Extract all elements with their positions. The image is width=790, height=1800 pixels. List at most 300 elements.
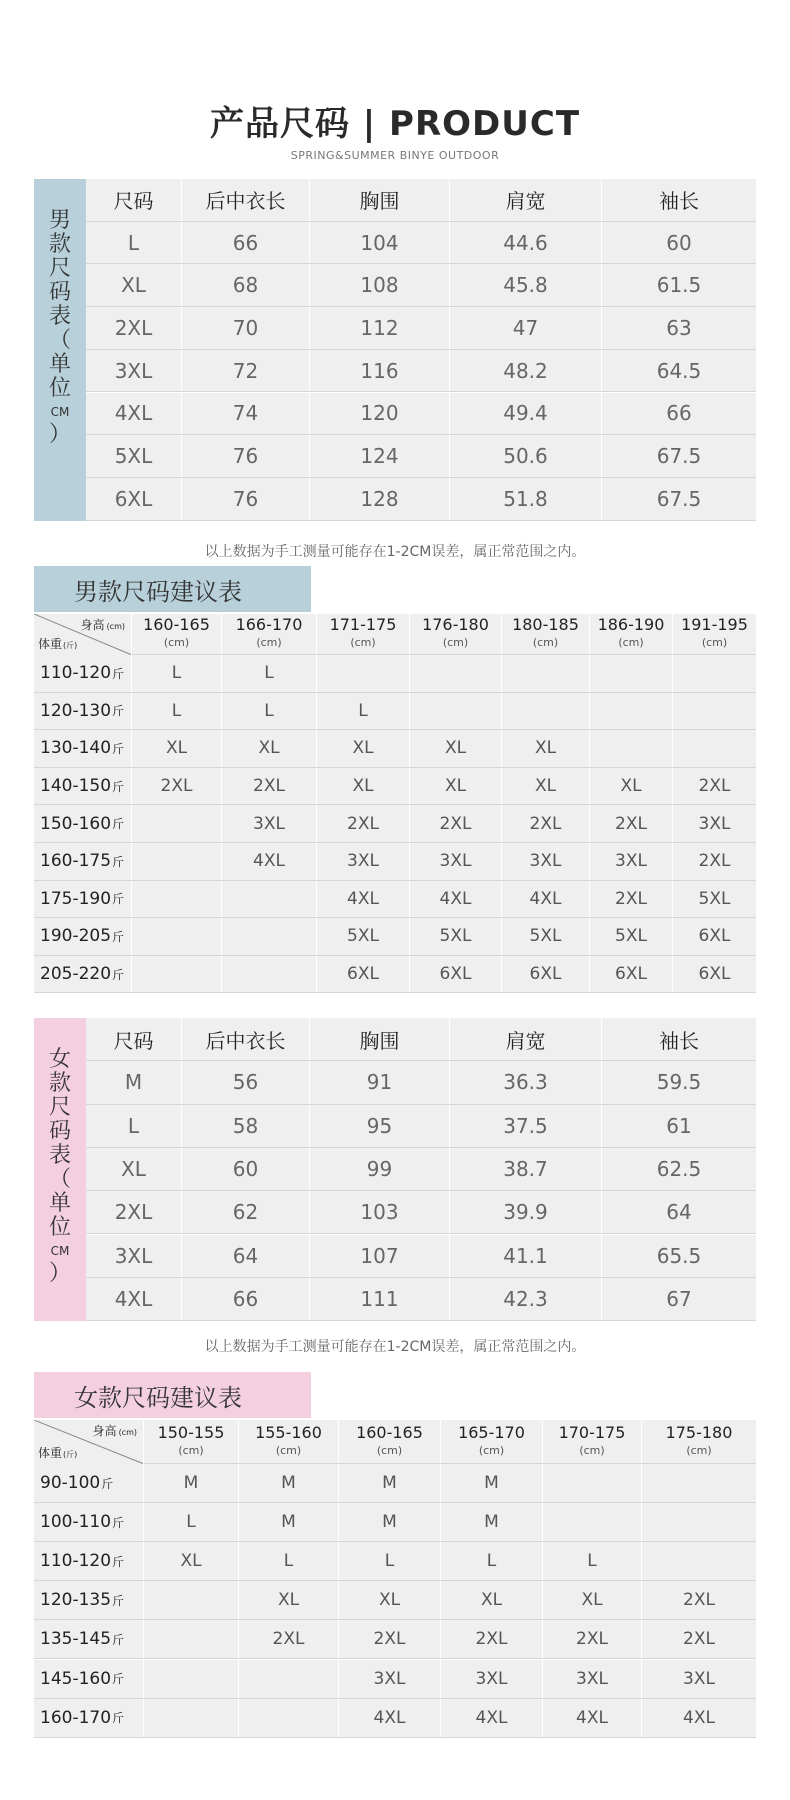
- male-rec-size-cell: [410, 693, 502, 730]
- male-rec-row: [34, 730, 756, 768]
- female-rec-corner-weight-text: 体重: [38, 1446, 63, 1460]
- male-rec-size-cell: XL: [132, 730, 222, 767]
- male-rec-weight-unit: 斤: [112, 817, 125, 832]
- male-rec-height-header: [317, 614, 410, 654]
- female-measure-note: 以上数据为手工测量可能存在1-2CM误差，属正常范围之内。: [204, 1339, 586, 1355]
- male-size-cell: 49.4: [450, 393, 602, 435]
- male-size-cell: 67.5: [656, 444, 702, 469]
- male-rec-weight-unit: 斤: [112, 704, 125, 719]
- female-rec-size-cell: [642, 1464, 756, 1502]
- female-size-cell: 4XL: [86, 1278, 182, 1320]
- male-rec-size-cell: 5XL: [502, 918, 590, 955]
- male-rec-size-cell: 6XL: [502, 956, 590, 993]
- female-size-table: [34, 1018, 756, 1321]
- female-rec-size-cell: L: [441, 1542, 543, 1580]
- female-size-cell: 36.3: [450, 1061, 602, 1103]
- male-rec-size-cell: [590, 730, 673, 767]
- male-size-side-char: 款: [48, 232, 71, 257]
- male-size-side-char: 表: [48, 304, 71, 329]
- female-rec-height-header: [543, 1420, 642, 1463]
- female-rec-size-cell: [144, 1620, 239, 1658]
- male-rec-weight-unit: 斤: [112, 967, 125, 982]
- female-rec-size-cell: XL: [144, 1542, 239, 1580]
- male-rec-size-cell: [673, 655, 756, 692]
- female-rec-size-cell: 4XL: [683, 1707, 715, 1728]
- female-rec-corner-weight: [38, 1444, 77, 1461]
- male-size-side-char: CM: [50, 405, 70, 419]
- male-rec-height-unit: (cm): [256, 636, 282, 649]
- male-rec-size-cell: 6XL: [410, 956, 502, 993]
- male-size-header-cell: 肩宽: [450, 179, 602, 221]
- male-rec-size-cell: XL: [590, 768, 673, 805]
- male-rec-size-cell: XL: [317, 768, 410, 805]
- male-rec-size-cell: 2XL: [132, 768, 222, 805]
- male-rec-row: [34, 768, 756, 806]
- female-rec-size-cell: [144, 1699, 239, 1737]
- male-rec-size-cell: 4XL: [317, 881, 410, 918]
- male-rec-size-cell: [222, 918, 317, 955]
- female-rec-height-unit: (cm): [275, 1443, 302, 1457]
- male-rec-size-cell: 6XL: [317, 956, 410, 993]
- male-rec-size-cell: [317, 655, 410, 692]
- female-rec-weight-cell: [34, 1503, 144, 1541]
- male-rec-row: [34, 655, 756, 693]
- female-rec-size-cell: 3XL: [441, 1660, 543, 1698]
- male-rec-weight-unit: 斤: [112, 779, 125, 794]
- male-rec-weight-range: 175-190: [40, 888, 112, 909]
- male-rec-weight-cell: [34, 730, 132, 767]
- male-rec-weight-unit: 斤: [112, 892, 125, 907]
- male-size-header-cell: 尺码: [86, 179, 182, 221]
- male-rec-size-cell: 3XL: [698, 813, 731, 834]
- male-rec-weight-cell: [34, 693, 132, 730]
- female-size-cell: 60: [182, 1148, 310, 1190]
- female-size-header-cell: 肩宽: [450, 1018, 602, 1060]
- female-size-cell: 38.7: [450, 1148, 602, 1190]
- female-rec-size-cell: M: [239, 1464, 339, 1502]
- female-rec-row: [34, 1620, 756, 1659]
- male-rec-weight-range: 120-130: [40, 700, 112, 721]
- male-size-cell: 66: [666, 401, 692, 426]
- female-rec-size-cell: 3XL: [683, 1668, 715, 1689]
- female-rec-corner-cell: [34, 1420, 144, 1464]
- female-size-side-char: ）: [48, 1261, 71, 1286]
- male-size-cell: 112: [310, 307, 450, 349]
- female-rec-row: [34, 1581, 756, 1620]
- male-rec-corner-cell: [34, 614, 132, 655]
- male-size-cell: 68: [182, 264, 310, 306]
- male-size-cell: 72: [182, 350, 310, 392]
- male-rec-size-cell: [132, 843, 222, 880]
- male-rec-row: [34, 881, 756, 919]
- male-size-cell: 108: [310, 264, 450, 306]
- male-rec-height-unit: (cm): [350, 636, 376, 649]
- female-rec-weight-range: 135-145: [40, 1629, 112, 1650]
- female-rec-weight-cell: [34, 1699, 144, 1737]
- male-rec-size-cell: 2XL: [222, 768, 317, 805]
- female-size-cell: 37.5: [450, 1105, 602, 1147]
- male-size-table: [34, 179, 756, 521]
- female-size-row: [86, 1105, 756, 1148]
- female-rec-size-cell: L: [543, 1542, 642, 1580]
- male-rec-size-cell: 4XL: [222, 843, 317, 880]
- female-size-cell: 65.5: [656, 1243, 702, 1268]
- male-size-row: [86, 478, 756, 521]
- female-rec-weight-cell: [34, 1464, 144, 1502]
- female-rec-weight-range: 110-120: [40, 1551, 112, 1572]
- male-rec-size-cell: [222, 956, 317, 993]
- female-rec-size-cell: 3XL: [543, 1660, 642, 1698]
- male-size-cell: XL: [86, 264, 182, 306]
- male-size-cell: 70: [182, 307, 310, 349]
- male-rec-size-cell: [222, 881, 317, 918]
- female-size-grid: [86, 1018, 756, 1321]
- female-size-side-char: 单: [48, 1191, 71, 1216]
- female-rec-size-cell: XL: [543, 1581, 642, 1619]
- male-size-cell: 64.5: [656, 358, 702, 383]
- female-rec-size-cell: 2XL: [441, 1620, 543, 1658]
- male-size-cell: 44.6: [450, 222, 602, 264]
- female-rec-height-unit: (cm): [478, 1443, 505, 1457]
- female-rec-corner-height: [93, 1422, 137, 1439]
- male-rec-size-cell: 3XL: [590, 843, 673, 880]
- male-size-side-char: 码: [48, 280, 71, 305]
- male-rec-size-cell: 2XL: [502, 805, 590, 842]
- male-rec-corner-weight: [38, 635, 77, 652]
- female-rec-weight-range: 90-100: [40, 1473, 101, 1494]
- male-rec-row: [34, 918, 756, 956]
- male-rec-size-cell: XL: [317, 730, 410, 767]
- page-subtitle: SPRING&SUMMER BINYE OUTDOOR: [290, 149, 500, 162]
- male-rec-height-header: [132, 614, 222, 654]
- male-size-cell: 61.5: [656, 273, 702, 298]
- female-size-cell: 41.1: [450, 1235, 602, 1277]
- male-rec-height-unit: (cm): [701, 636, 728, 649]
- male-rec-height-range: 180-185: [512, 615, 579, 634]
- female-rec-size-cell: [144, 1660, 239, 1698]
- female-size-side-char: 位: [48, 1215, 71, 1240]
- male-size-cell: 2XL: [86, 307, 182, 349]
- male-rec-size-cell: 3XL: [502, 843, 590, 880]
- male-rec-height-header: [590, 614, 673, 654]
- female-size-cell: 111: [310, 1278, 450, 1320]
- female-size-cell: 61: [666, 1113, 692, 1138]
- female-size-side-char: 表: [48, 1143, 71, 1168]
- male-size-row: [86, 350, 756, 393]
- male-size-cell: 3XL: [86, 350, 182, 392]
- male-rec-weight-range: 150-160: [40, 813, 112, 834]
- male-size-cell: L: [86, 222, 182, 264]
- female-rec-size-cell: XL: [239, 1581, 339, 1619]
- male-rec-size-cell: [132, 956, 222, 993]
- female-rec-height-header: [144, 1420, 239, 1463]
- male-size-cell: 63: [666, 315, 692, 340]
- male-rec-weight-cell: [34, 918, 132, 955]
- female-size-cell: 56: [182, 1061, 310, 1103]
- male-size-cell: 4XL: [86, 393, 182, 435]
- male-rec-size-cell: 2XL: [317, 805, 410, 842]
- male-rec-height-range: 191-195: [681, 615, 748, 634]
- female-rec-size-cell: 2XL: [543, 1620, 642, 1658]
- female-rec-height-header: [339, 1420, 441, 1463]
- male-size-side-char: 男: [48, 208, 71, 233]
- male-rec-size-cell: 6XL: [590, 956, 673, 993]
- male-rec-size-cell: [590, 655, 673, 692]
- male-rec-weight-range: 110-120: [40, 663, 112, 684]
- male-rec-weight-cell: [34, 768, 132, 805]
- male-rec-size-cell: 4XL: [502, 881, 590, 918]
- male-rec-weight-range: 190-205: [40, 926, 112, 947]
- male-rec-row: [34, 956, 756, 994]
- female-size-cell: 3XL: [86, 1235, 182, 1277]
- male-size-header-row: [86, 179, 756, 222]
- female-size-header-cell: 尺码: [86, 1018, 182, 1060]
- male-size-side-char: 单: [48, 352, 71, 377]
- female-size-cell: 2XL: [86, 1191, 182, 1233]
- male-rec-height-unit: (cm): [163, 636, 190, 649]
- female-size-cell: 39.9: [450, 1191, 602, 1233]
- male-rec-weight-cell: [34, 956, 132, 993]
- female-size-side-char: 款: [48, 1071, 71, 1096]
- male-rec-weight-range: 140-150: [40, 776, 112, 797]
- female-rec-height-header: [239, 1420, 339, 1463]
- female-size-cell: 107: [310, 1235, 450, 1277]
- female-rec-weight-cell: [34, 1660, 144, 1698]
- female-rec-height-unit: (cm): [178, 1443, 204, 1457]
- female-rec-height-unit: (cm): [376, 1443, 403, 1457]
- female-rec-size-cell: XL: [441, 1581, 543, 1619]
- male-rec-size-cell: 5XL: [698, 888, 731, 909]
- male-rec-size-cell: 2XL: [590, 881, 673, 918]
- male-rec-size-cell: 5XL: [317, 918, 410, 955]
- female-rec-height-header: [642, 1420, 756, 1463]
- male-rec-weight-range: 130-140: [40, 738, 112, 759]
- male-rec-size-cell: 3XL: [222, 805, 317, 842]
- female-rec-size-cell: M: [339, 1464, 441, 1502]
- female-rec-weight-cell: [34, 1581, 144, 1619]
- male-rec-size-cell: XL: [410, 730, 502, 767]
- female-size-cell: 59.5: [656, 1070, 702, 1095]
- female-recommend-title: 女款尺码建议表: [34, 1372, 311, 1418]
- male-size-cell: 124: [310, 435, 450, 477]
- male-rec-size-cell: [132, 918, 222, 955]
- female-size-side-label: [34, 1018, 86, 1321]
- female-rec-size-cell: M: [144, 1464, 239, 1502]
- female-rec-corner-height-text: 身高: [92, 1424, 117, 1438]
- female-rec-size-cell: 4XL: [543, 1699, 642, 1737]
- male-rec-size-cell: XL: [410, 768, 502, 805]
- male-rec-weight-cell: [34, 843, 132, 880]
- male-size-cell: 66: [182, 222, 310, 264]
- female-rec-weight-range: 145-160: [40, 1668, 112, 1689]
- female-rec-size-cell: M: [339, 1503, 441, 1541]
- female-rec-weight-unit: 斤: [101, 1476, 114, 1491]
- female-size-row: [86, 1148, 756, 1191]
- female-rec-height-range: 170-175: [558, 1422, 626, 1442]
- female-rec-height-unit: (cm): [579, 1443, 605, 1457]
- female-rec-size-cell: L: [339, 1542, 441, 1580]
- male-size-cell: 60: [666, 230, 692, 255]
- male-rec-weight-cell: [34, 881, 132, 918]
- male-rec-weight-unit: 斤: [112, 854, 125, 869]
- female-rec-weight-unit: 斤: [112, 1632, 125, 1647]
- female-rec-corner-weight-unit: (斤): [63, 1450, 78, 1459]
- male-side-chars: [34, 179, 86, 447]
- female-size-side-char: 码: [48, 1119, 71, 1144]
- male-rec-height-header: [673, 614, 756, 654]
- female-rec-weight-unit: 斤: [112, 1711, 125, 1726]
- male-rec-corner-height-unit: (cm): [106, 622, 125, 631]
- male-rec-header-row: [34, 614, 756, 655]
- female-rec-size-cell: [642, 1503, 756, 1541]
- female-size-cell: 64: [666, 1200, 692, 1225]
- female-size-side-char: 女: [48, 1047, 71, 1072]
- male-rec-weight-unit: 斤: [112, 741, 125, 756]
- male-rec-size-cell: L: [317, 693, 410, 730]
- male-size-cell: 67.5: [656, 486, 702, 511]
- female-rec-size-cell: 2XL: [683, 1629, 715, 1650]
- male-rec-height-unit: (cm): [618, 636, 644, 649]
- male-rec-size-cell: [502, 655, 590, 692]
- female-size-row: [86, 1191, 756, 1234]
- male-rec-size-cell: 6XL: [698, 964, 731, 985]
- male-rec-size-cell: 3XL: [410, 843, 502, 880]
- female-rec-size-cell: [642, 1542, 756, 1580]
- female-size-cell: L: [86, 1105, 182, 1147]
- female-rec-row: [34, 1503, 756, 1542]
- male-size-cell: 104: [310, 222, 450, 264]
- male-rec-size-cell: 3XL: [317, 843, 410, 880]
- male-size-side-char: （: [48, 328, 71, 353]
- female-rec-weight-unit: 斤: [112, 1593, 125, 1608]
- female-rec-size-cell: M: [239, 1503, 339, 1541]
- male-rec-size-cell: [502, 693, 590, 730]
- female-size-row: [86, 1235, 756, 1278]
- female-rec-row: [34, 1660, 756, 1699]
- male-rec-height-unit: (cm): [532, 636, 559, 649]
- male-rec-height-range: 186-190: [597, 615, 665, 634]
- male-rec-weight-range: 205-220: [40, 964, 112, 985]
- female-rec-size-cell: L: [144, 1503, 239, 1541]
- female-size-cell: 62.5: [656, 1157, 702, 1182]
- female-rec-weight-range: 120-135: [40, 1590, 112, 1611]
- male-rec-weight-range: 160-175: [40, 851, 112, 872]
- female-size-cell: XL: [86, 1148, 182, 1190]
- male-rec-size-cell: XL: [502, 768, 590, 805]
- female-rec-weight-unit: 斤: [112, 1672, 125, 1687]
- male-rec-height-range: 166-170: [235, 615, 303, 634]
- female-size-cell: 42.3: [450, 1278, 602, 1320]
- female-rec-size-cell: XL: [339, 1581, 441, 1619]
- female-rec-height-range: 165-170: [458, 1422, 525, 1442]
- female-recommend-table: [34, 1420, 756, 1738]
- female-rec-size-cell: 2XL: [683, 1590, 715, 1611]
- male-rec-corner-height-text: 身高: [80, 618, 105, 632]
- male-rec-corner-height: [81, 616, 125, 633]
- male-rec-size-cell: [132, 805, 222, 842]
- female-size-cell: 64: [182, 1235, 310, 1277]
- male-size-cell: 76: [182, 478, 310, 520]
- female-rec-row: [34, 1464, 756, 1503]
- male-rec-height-header: [222, 614, 317, 654]
- female-rec-corner-height-unit: (cm): [118, 1428, 137, 1437]
- female-size-cell: 103: [310, 1191, 450, 1233]
- male-rec-row: [34, 693, 756, 731]
- female-rec-size-cell: M: [441, 1464, 543, 1502]
- male-rec-size-cell: 6XL: [698, 926, 731, 947]
- female-rec-height-unit: (cm): [686, 1443, 712, 1457]
- male-size-cell: 120: [310, 393, 450, 435]
- female-size-side-char: CM: [50, 1244, 70, 1258]
- male-rec-weight-cell: [34, 655, 132, 692]
- male-size-cell: 50.6: [450, 435, 602, 477]
- male-rec-size-cell: L: [222, 655, 317, 692]
- female-rec-weight-range: 100-110: [40, 1512, 112, 1533]
- male-rec-size-cell: 2XL: [698, 776, 731, 797]
- male-rec-weight-unit: 斤: [112, 666, 125, 681]
- male-rec-corner-weight-text: 体重: [38, 637, 63, 651]
- male-rec-size-cell: [410, 655, 502, 692]
- female-rec-height-header: [441, 1420, 543, 1463]
- male-rec-height-range: 171-175: [329, 615, 397, 634]
- male-size-row: [86, 435, 756, 478]
- female-rec-size-cell: [543, 1464, 642, 1502]
- male-rec-size-cell: 2XL: [590, 805, 673, 842]
- male-size-cell: 45.8: [450, 264, 602, 306]
- female-rec-size-cell: 2XL: [239, 1620, 339, 1658]
- female-rec-height-range: 160-165: [356, 1422, 423, 1442]
- female-size-cell: 99: [310, 1148, 450, 1190]
- male-rec-size-cell: L: [132, 693, 222, 730]
- female-side-chars: [34, 1018, 86, 1286]
- female-rec-size-cell: 2XL: [339, 1620, 441, 1658]
- female-size-side-char: 尺: [48, 1095, 71, 1120]
- female-rec-size-cell: [239, 1699, 339, 1737]
- male-rec-size-cell: L: [132, 655, 222, 692]
- female-size-header-cell: 胸围: [310, 1018, 450, 1060]
- male-rec-size-cell: [132, 881, 222, 918]
- male-size-side-char: ）: [48, 422, 71, 447]
- male-size-cell: 47: [450, 307, 602, 349]
- female-size-header-cell: 后中衣长: [182, 1018, 310, 1060]
- male-rec-height-range: 176-180: [422, 615, 489, 634]
- male-rec-size-cell: XL: [502, 730, 590, 767]
- male-rec-height-header: [502, 614, 590, 654]
- male-size-cell: 128: [310, 478, 450, 520]
- female-rec-weight-range: 160-170: [40, 1707, 112, 1728]
- male-rec-size-cell: 5XL: [410, 918, 502, 955]
- female-rec-size-cell: L: [239, 1542, 339, 1580]
- female-size-header-row: [86, 1018, 756, 1061]
- male-rec-height-header: [410, 614, 502, 654]
- female-size-row: [86, 1061, 756, 1104]
- male-size-cell: 74: [182, 393, 310, 435]
- page-title: 产品尺码 | PRODUCT: [209, 104, 581, 144]
- male-rec-corner-weight-unit: (斤): [63, 641, 78, 650]
- male-rec-height-range: 160-165: [143, 615, 210, 634]
- male-size-row: [86, 393, 756, 436]
- male-rec-size-cell: XL: [222, 730, 317, 767]
- male-size-cell: 51.8: [450, 478, 602, 520]
- female-rec-height-range: 155-160: [255, 1422, 322, 1442]
- male-size-side-label: [34, 179, 86, 521]
- female-rec-height-range: 175-180: [665, 1422, 733, 1442]
- male-size-side-char: 位: [48, 376, 71, 401]
- male-rec-size-cell: 5XL: [590, 918, 673, 955]
- female-size-cell: 67: [666, 1286, 692, 1311]
- male-measure-note: 以上数据为手工测量可能存在1-2CM误差，属正常范围之内。: [204, 544, 586, 560]
- male-size-grid: [86, 179, 756, 521]
